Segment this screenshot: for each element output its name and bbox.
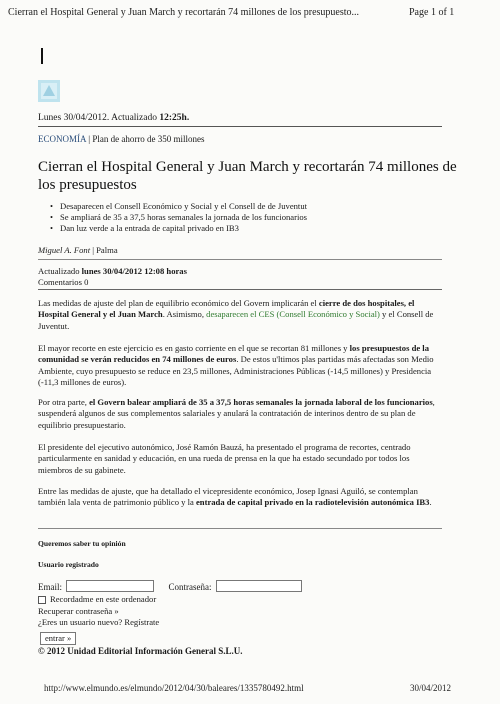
- update-info: Actualizado lunes 30/04/2012 12:08 horas Comentarios 0: [38, 266, 187, 287]
- paragraph-1: Las medidas de ajuste del plan de equilibrio económico del Govern implicarán el cierre de dos hospitales, el Hospital General y el Juan March. Asimismo, desaparecen el CES (Consell Económico y Social) y el Consell de Juventut.: [38, 298, 434, 331]
- paragraph-3: Por otra parte, el Govern balear ampliará de 35 a 37,5 horas semanales la jornada laboral de los funcionarios, suspenderá algunos de sus complementos salariales y anulará la contratación de interinos dentro de su plan de equilibrio presupuestario.: [38, 397, 435, 430]
- new-user-row: ¿Eres un usuario nuevo? Regístrate: [38, 617, 160, 627]
- remember-checkbox[interactable]: [38, 596, 46, 604]
- print-footer-date: 30/04/2012: [410, 683, 452, 693]
- article-title: Cierran el Hospital General y Juan March y recortarán 74 millones de los presupuestos: [38, 159, 457, 193]
- divider: [38, 528, 442, 529]
- paragraph-2: El mayor recorte en este ejercicio es en gasto corriente en el que se recortan 81 millones y los presupuestos de la comunidad se verán reducidos en 74 millones de euros. De estos u'ltimos plas partidas más afectadas son Medio Ambiente, cuyo presupuesto se reduce en 23,5 millones, Administraciones Públicas (-14,5 millones) y Presidencia (-11,3 millones de euros).: [38, 343, 434, 388]
- print-header-title: Cierran el Hospital General y Juan March y recortarán 74 millones de los presupuesto...: [8, 7, 360, 18]
- ces-link[interactable]: desaparecen el CES (Consell Económico y Social): [206, 309, 380, 320]
- updated-value: lunes 30/04/2012 12:08 horas: [81, 266, 187, 276]
- remember-label: Recordadme en este ordenador: [50, 594, 157, 604]
- password-field[interactable]: [216, 580, 302, 592]
- section-subtitle: Plan de ahorro de 350 millones: [92, 134, 205, 144]
- email-label: Email:: [38, 582, 62, 592]
- remember-row: [38, 594, 156, 604]
- password-label: Contraseña:: [168, 582, 212, 592]
- byline: Miguel A. Font | Palma: [38, 245, 118, 255]
- email-field[interactable]: [66, 580, 154, 592]
- text-cursor-bar: [41, 48, 43, 64]
- paragraph-4: El presidente del ejecutivo autonómico, José Ramón Bauzá, ha presentado el programa de recortes, centrado particularmente en sanidad y educación, en una rueda de prensa en la que ha estado secundado por todos los miembros de su gabinete.: [38, 442, 411, 475]
- comments-count[interactable]: Comentarios 0: [38, 277, 89, 287]
- summary-list: [50, 201, 450, 234]
- print-header-page: Page 1 of 1: [409, 7, 455, 18]
- paragraph-5: Entre las medidas de ajuste, que ha detallado el vicepresidente económico, Josep Ignasi Aguiló, se contemplan también lala venta de patrimonio público y la entrada de capital privado en la radiotelevisión autonómica IB3.: [38, 486, 432, 508]
- print-footer-url: http://www.elmundo.es/elmundo/2012/04/30/baleares/1335780492.html: [44, 683, 304, 693]
- date-text: Lunes 30/04/2012. Actualizado: [38, 113, 160, 123]
- list-item: • Dan luz verde a la entrada de capital privado en IB3: [50, 223, 450, 234]
- recover-password-link[interactable]: Recuperar contraseña »: [38, 606, 119, 616]
- site-logo-icon: [38, 80, 60, 102]
- copyright: © 2012 Unidad Editorial Información General S.L.U.: [38, 646, 243, 656]
- update-time: 12:25h.: [159, 113, 190, 123]
- login-submit-button[interactable]: entrar »: [40, 628, 76, 646]
- registered-user-heading: Usuario registrado: [38, 560, 99, 569]
- location: Palma: [96, 245, 118, 255]
- section-breadcrumb: ECONOMÍA | Plan de ahorro de 350 millones: [38, 134, 205, 144]
- author-name: Miguel A. Font: [38, 245, 91, 255]
- section-link[interactable]: ECONOMÍA: [38, 134, 87, 144]
- divider: [38, 126, 442, 127]
- list-item: • Se ampliará de 35 a 37,5 horas semanales la jornada de los funcionarios: [50, 212, 450, 223]
- divider: [38, 259, 442, 260]
- login-row: [38, 580, 302, 592]
- list-item: • Desaparecen el Consell Económico y Social y el Consell de de Juventut: [50, 201, 450, 212]
- date-line: [38, 113, 189, 124]
- register-link[interactable]: Regístrate: [124, 617, 160, 627]
- opinion-heading: Queremos saber tu opinión: [38, 539, 126, 548]
- divider: [38, 289, 442, 290]
